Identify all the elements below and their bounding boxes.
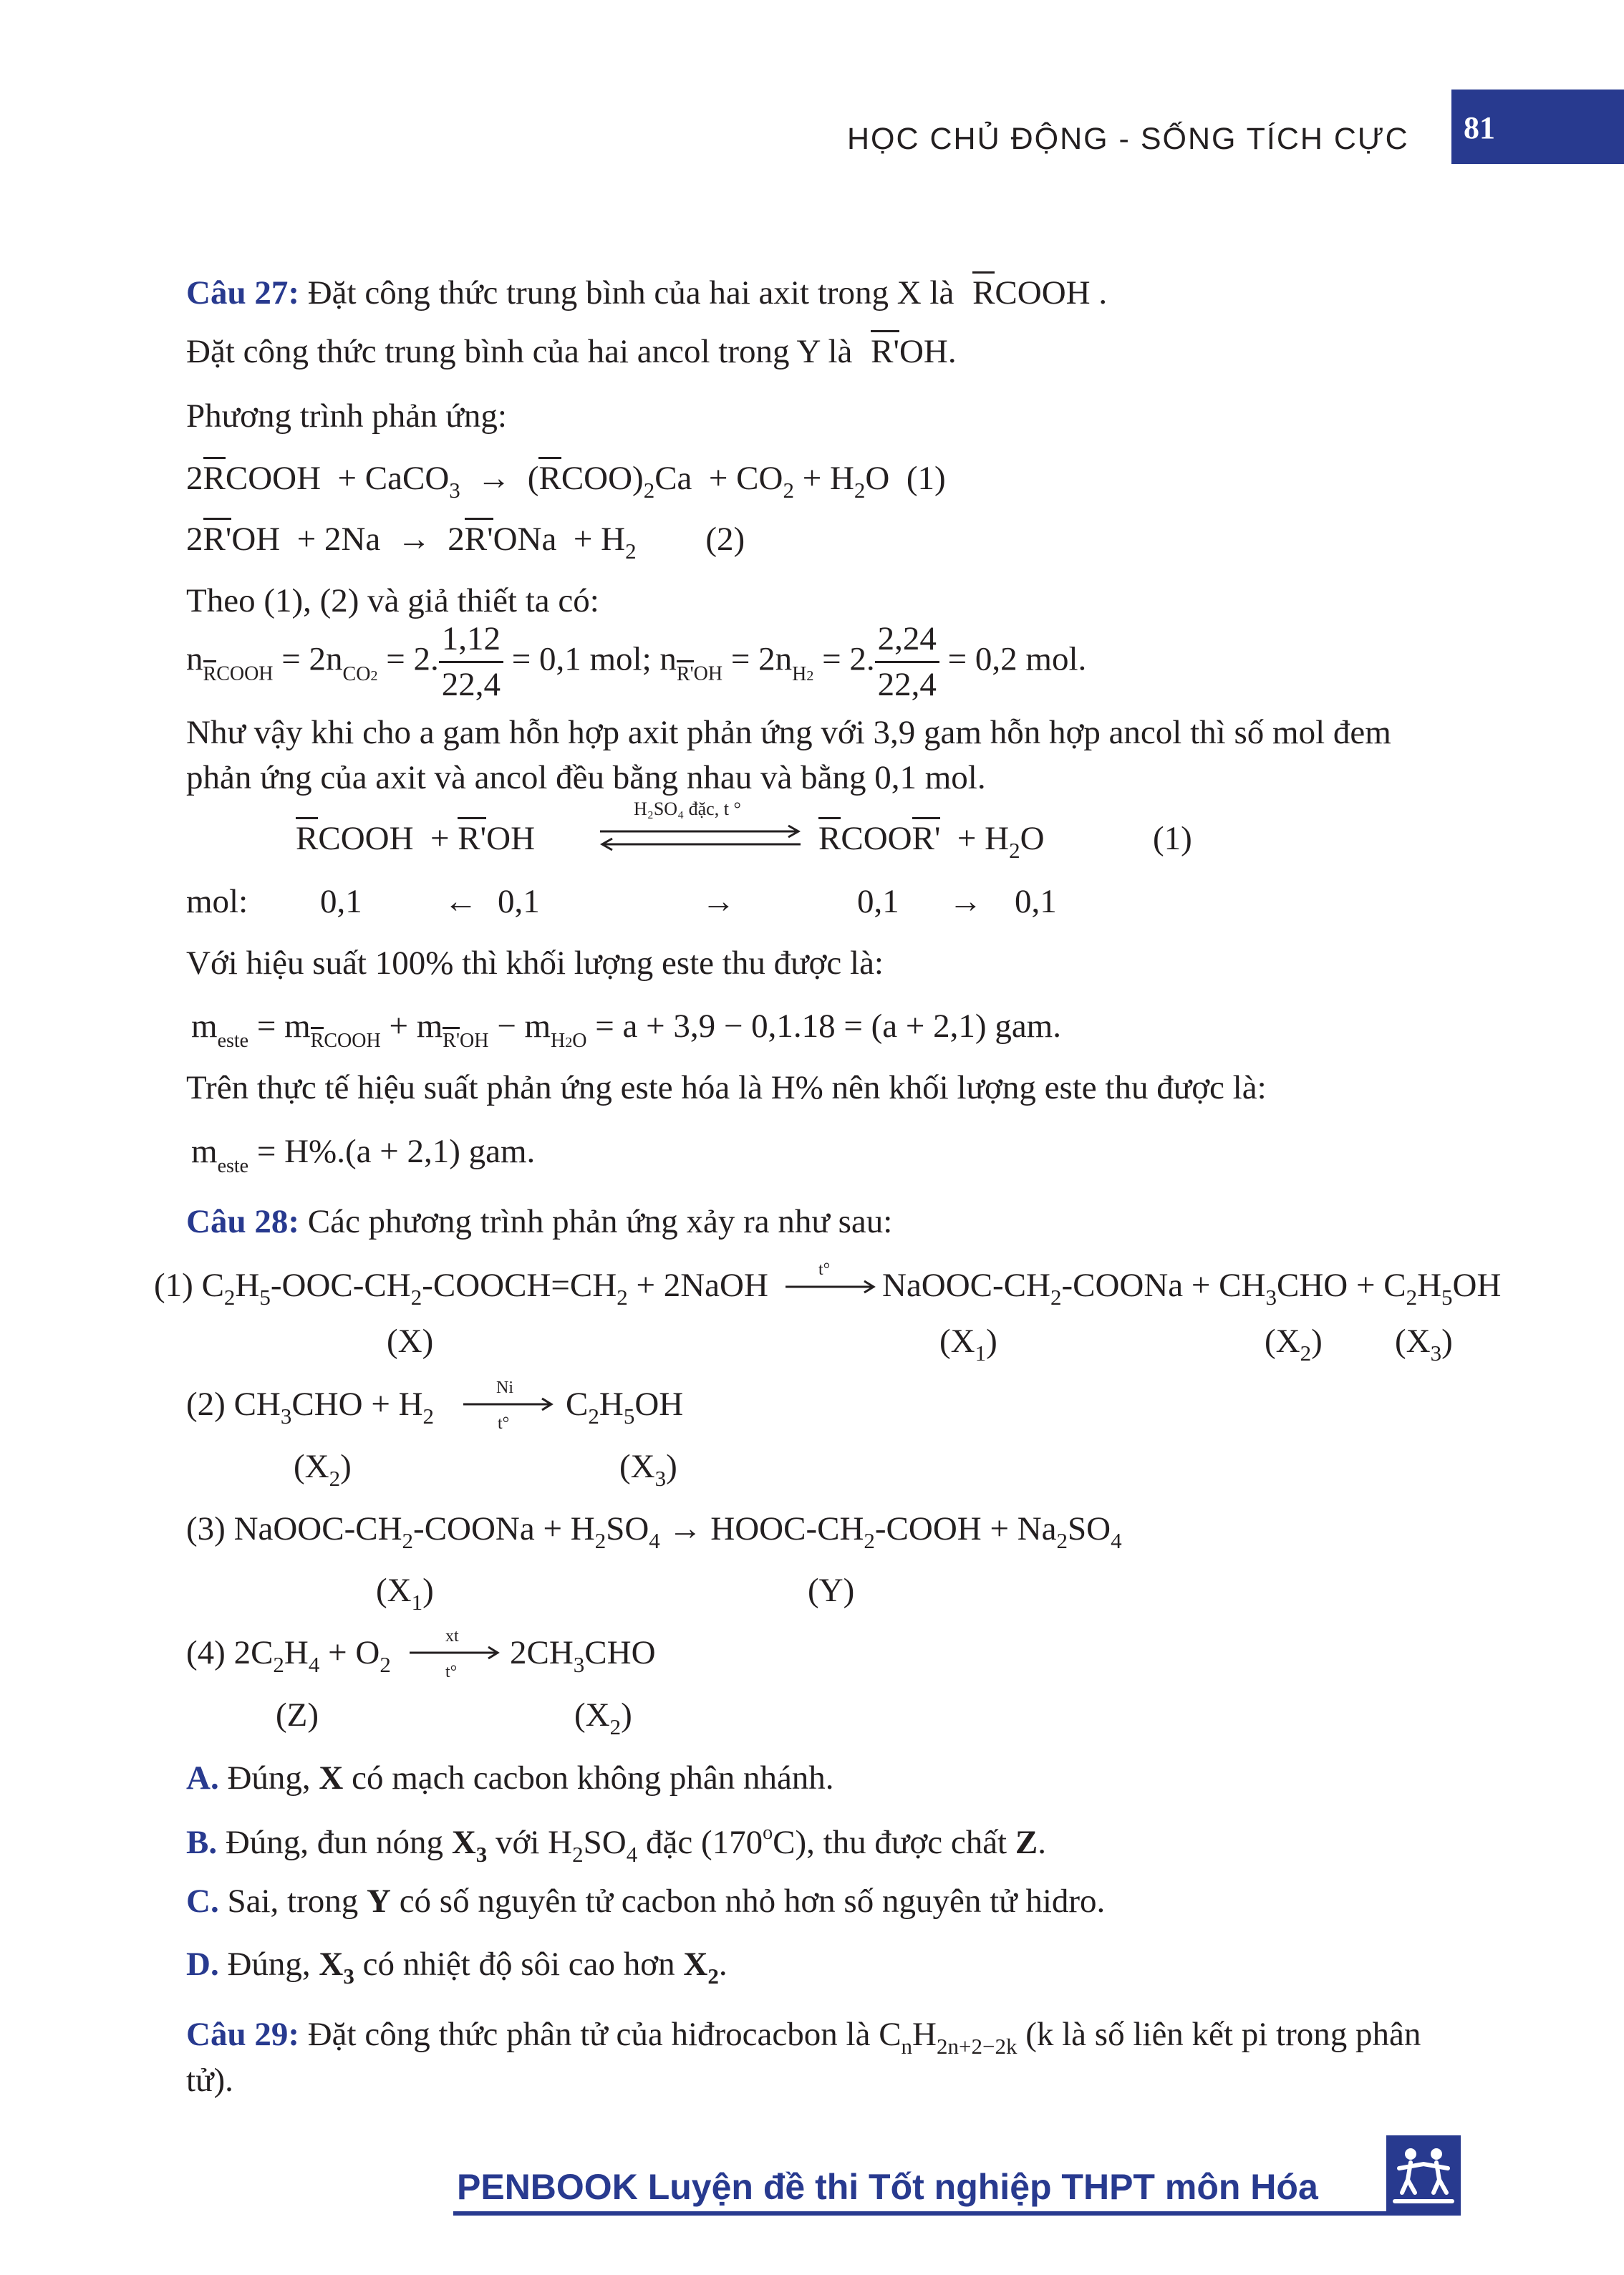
footer-logo bbox=[1386, 2135, 1461, 2216]
r1-num: (1) bbox=[154, 1267, 193, 1304]
option-c-text-3: có số nguyên tử cacbon nhỏ hơn số nguyên tử hidro. bbox=[399, 1883, 1106, 1920]
option-c bbox=[186, 1885, 1105, 1918]
r1-label-x3: $(X_3)$ bbox=[1395, 1323, 1453, 1366]
formula-rcooh: RCOOH bbox=[972, 274, 1091, 311]
footer-title: PENBOOK Luyện đề thi Tốt nghiệp THPT môn Hóa bbox=[457, 2167, 1318, 2207]
option-a bbox=[186, 1759, 834, 1797]
hydrocarbon-formula: $C_nH_{2n+2-2k}$ bbox=[879, 2016, 1018, 2059]
q29-line1 bbox=[186, 2018, 1421, 2057]
r4-num: (4) bbox=[186, 1634, 226, 1671]
r4-label-x2: $(X_2)$ bbox=[574, 1696, 632, 1739]
esterification-products: RCOOR' + $H_2O$ bbox=[818, 822, 1045, 861]
footer-rule bbox=[453, 2211, 1386, 2216]
reaction-2-left: (2) $CH_3CHO + H_2$ bbox=[186, 1386, 435, 1429]
right-arrow-icon bbox=[784, 1280, 877, 1297]
q29-line1-end: (k là số liên kết pi trong phân bbox=[1025, 2016, 1421, 2053]
mole-calculation: $n_{RCOOH} = 2n_{CO2} = 2$. $\frac{1,12}{22,4}$ = 0,1 mol; $n_{R'OH} = 2n_{H2} = 2$. $\frac{2,24}{22,4}$ = 0,2 mol. bbox=[186, 620, 1087, 704]
calc-val-2: 0,2 mol. bbox=[975, 640, 1087, 678]
r2-label-x3: $(X_3)$ bbox=[619, 1448, 677, 1491]
option-b-text-4: C), thu được chất bbox=[773, 1824, 1007, 1861]
option-a-letter: A. bbox=[186, 1759, 219, 1797]
r1-label-x2: $(X_2)$ bbox=[1265, 1323, 1323, 1366]
q27-line3: Phương trình phản ứng: bbox=[186, 397, 507, 435]
mass2-rhs: = H%.(a + 2,1) gam. bbox=[256, 1133, 536, 1170]
q28-label: Câu 28: bbox=[186, 1203, 299, 1240]
esterification-reactants: RCOOH + R'OH bbox=[296, 822, 535, 856]
q29-label: Câu 29: bbox=[186, 2016, 299, 2053]
r2-label-x2: $(X_2)$ bbox=[294, 1448, 352, 1491]
r3-num: (3) bbox=[186, 1510, 226, 1547]
option-b-text-3: đặc (170 bbox=[645, 1824, 763, 1861]
option-d: D. Đúng, $X_3$ có nhiệt độ sôi cao hơn $X_2$. bbox=[186, 1946, 728, 1989]
calc-val-1: 0,1 mol; bbox=[538, 640, 652, 678]
page-number: 81 bbox=[1464, 110, 1495, 145]
family-logo-icon bbox=[1386, 2135, 1461, 2216]
r1-arrow bbox=[784, 1260, 877, 1296]
page-number-box bbox=[1451, 90, 1624, 164]
eq2-tag: (2) bbox=[705, 521, 745, 558]
reaction-1-right: NaOOC-$CH_2$-COONa + $CH_3CHO + C_2H_5OH$ bbox=[882, 1267, 1502, 1310]
q27-line2-text: Đặt công thức trung bình của hai ancol trong Y là bbox=[186, 333, 853, 370]
q27-para1: Như vậy khi cho a gam hỗn hợp axit phản ứng với 3,9 gam hỗn hợp ancol thì số mol đem bbox=[186, 714, 1391, 751]
equilibrium-arrow-icon bbox=[596, 823, 804, 859]
mol-value-4: 0,1 bbox=[1015, 883, 1057, 920]
option-c-letter: C. bbox=[186, 1883, 219, 1920]
reaction-4-left: (4) $2C_2H_4 + O_2$ bbox=[186, 1634, 391, 1677]
reversible-arrow bbox=[596, 798, 804, 856]
r2-num: (2) bbox=[186, 1386, 226, 1423]
q27-para2: phản ứng của axit và ancol đều bằng nhau và bằng 0,1 mol. bbox=[186, 759, 986, 796]
reaction-1-left: (1) $C_2H_5-OOC-CH_2-COOCH=CH_2$ + 2NaOH bbox=[154, 1267, 768, 1310]
option-b-letter: B. bbox=[186, 1824, 218, 1861]
mol-value-1: 0,1 bbox=[320, 883, 362, 920]
r4-arrow bbox=[408, 1627, 501, 1684]
q27-theo: Theo (1), (2) và giả thiết ta có: bbox=[186, 582, 599, 619]
option-b-text-2: với H bbox=[496, 1824, 573, 1861]
running-title: HỌC CHỦ ĐỘNG - SỐNG TÍCH CỰC bbox=[847, 122, 1409, 156]
equation-1: 2RCOOH + CaCO$_3$ → $(RCOO)_2Ca + CO_2 + H_2O$ (1) bbox=[186, 462, 946, 501]
mol-arrow-right-2: → bbox=[949, 883, 982, 920]
option-d-x3: $X_3$ bbox=[319, 1946, 354, 1989]
q27-yield-text: Với hiệu suất 100% thì khối lượng este thu được là: bbox=[186, 945, 884, 982]
option-b-text-5: Z bbox=[1015, 1824, 1038, 1861]
eq1-tag: (1) bbox=[906, 460, 946, 497]
q27-line2 bbox=[186, 335, 957, 369]
option-d-text-2: có nhiệt độ sôi cao hơn bbox=[362, 1946, 675, 1983]
mass-equation-1: $m_{este} = m_{RCOOH} + m_{R'OH} - m_{H2O} = a + 3,9 - 0,1.18 = (a + 2,1)$ gam. bbox=[191, 1008, 1061, 1052]
option-a-text-3: có mạch cacbon không phân nhánh. bbox=[352, 1759, 834, 1797]
q27-line1-text: Đặt công thức trung bình của hai axit trong X là bbox=[307, 274, 954, 311]
q29-line2: tử). bbox=[186, 2062, 233, 2099]
right-arrow-icon bbox=[462, 1397, 555, 1414]
r1-cond: t° bbox=[818, 1260, 831, 1279]
r2-cond-top: Ni bbox=[496, 1378, 513, 1397]
option-d-letter: D. bbox=[186, 1946, 219, 1983]
mol-value-3: 0,1 bbox=[857, 883, 899, 920]
right-arrow-icon bbox=[408, 1646, 501, 1663]
mol-arrow-right-1: → bbox=[702, 883, 735, 920]
option-c-text-2: Y bbox=[366, 1883, 391, 1920]
arrow-condition: H₂SO₄ đặc, t ° bbox=[634, 798, 741, 819]
formula-roh: R'OH. bbox=[871, 333, 956, 370]
reaction-3: (3) NaOOC-$CH_2$-COONa + $H_2SO_4$ → HOOC-$CH_2$-COOH + $Na_2SO_4$ bbox=[186, 1510, 1122, 1553]
r4-label-z: (Z) bbox=[276, 1696, 319, 1734]
option-a-text-1: Đúng, bbox=[227, 1759, 311, 1797]
r4-cond-top: xt bbox=[445, 1627, 459, 1646]
r1-label-x: (X) bbox=[387, 1323, 434, 1360]
option-d-text-1: Đúng, bbox=[227, 1946, 311, 1983]
esterification-tag: (1) bbox=[1153, 820, 1192, 857]
q27-real-text: Trên thực tế hiệu suất phản ứng este hóa là H% nên khối lượng este thu được là: bbox=[186, 1069, 1267, 1106]
r3-label-x1: $(X_1)$ bbox=[376, 1572, 434, 1615]
mol-arrow-left: ← bbox=[444, 883, 478, 920]
option-d-x2: $X_2$ bbox=[683, 1946, 719, 1989]
q28-intro: Các phương trình phản ứng xảy ra như sau: bbox=[307, 1203, 893, 1240]
q27-label: Câu 27: bbox=[186, 274, 299, 311]
reaction-4-right: $2CH_3CHO$ bbox=[510, 1634, 656, 1677]
option-b-x3: $X_3$ bbox=[451, 1824, 488, 1867]
option-a-text-2: X bbox=[319, 1759, 344, 1797]
q29-line1-text: Đặt công thức phân tử của hiđrocacbon là bbox=[307, 2016, 871, 2053]
q28-intro-line bbox=[186, 1205, 892, 1239]
r2-cond-bottom: t° bbox=[498, 1414, 510, 1433]
mol-value-2: 0,1 bbox=[498, 883, 540, 920]
option-c-text-1: Sai, trong bbox=[227, 1883, 359, 1920]
mol-label: mol: bbox=[186, 883, 248, 920]
option-b: B. Đúng, đun nóng $X_3$ với $H_2SO_4$ đặc (170$^o$C), thu được chất Z. bbox=[186, 1822, 1046, 1867]
q27-line1-end: . bbox=[1098, 274, 1108, 311]
r1-label-x1: $(X_1)$ bbox=[939, 1323, 997, 1366]
r3-label-y: (Y) bbox=[808, 1572, 855, 1609]
r4-cond-bottom: t° bbox=[445, 1663, 458, 1681]
reaction-2-right: $C_2H_5OH$ bbox=[566, 1386, 684, 1429]
mass-equation-2: $m_{este} = H\%.(a + 2,1)$ gam. bbox=[191, 1133, 536, 1177]
r2-arrow bbox=[462, 1378, 555, 1436]
mass-rhs: = a + 3,9 − 0,1.18 = (a + 2,1) gam. bbox=[595, 1008, 1061, 1045]
q27-line1 bbox=[186, 276, 1107, 310]
option-b-text-1: Đúng, đun nóng bbox=[225, 1824, 444, 1861]
equation-2: $2R'OH + 2Na \to 2R'ONa + H_2$ (2) bbox=[186, 523, 745, 562]
